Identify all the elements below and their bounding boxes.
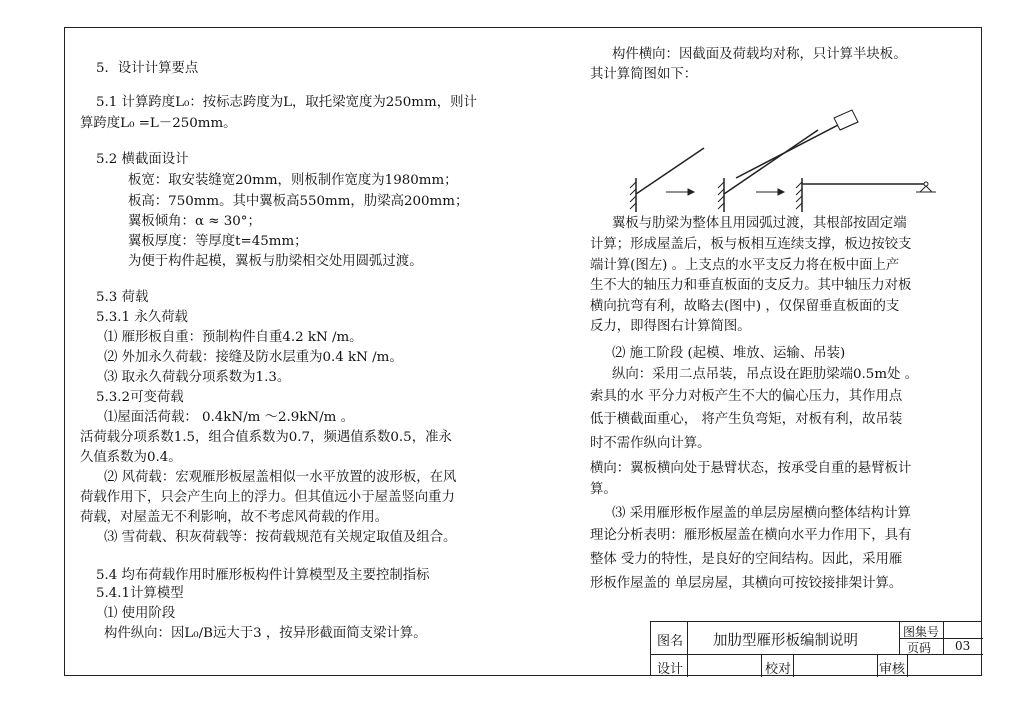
text-line: 形板作屋盖的 单层房屋，其横向可按铰接排架计算。 xyxy=(590,576,903,591)
text-line: ⑵ 风荷载：宏观雁形板屋盖相似一水平放置的波形板，在风 xyxy=(104,470,457,485)
text-line: 算跨度L₀ =L－250mm。 xyxy=(80,116,237,131)
section-5-4-heading: 5.4 均布荷载作用时雁形板构件计算模型及主要控制指标 xyxy=(96,568,430,583)
atlas-number-label: 图集号 xyxy=(903,625,940,639)
text-line: 其计算简图如下： xyxy=(590,67,698,82)
text-line: 横向抗弯有利，故略去(图中) ，仅保留垂直板面的支 xyxy=(590,299,900,314)
section-5-2-heading: 5.2 横截面设计 xyxy=(96,152,189,167)
text-line: 活荷载分项系数1.5，组合值系数为0.7，频遇值系数0.5，准永 xyxy=(80,430,452,445)
calculation-sketch-diagram xyxy=(626,108,952,212)
text-line: 荷载作用下，只会产生向上的浮力。但其值远小于屋盖竖向重力 xyxy=(80,490,455,505)
page-number-value: 03 xyxy=(955,639,971,653)
text-line: 荷载，对屋盖无不利影响，故不考虑风荷载的作用。 xyxy=(80,510,388,525)
text-line: ⑶ 取永久荷载分项系数为1.3。 xyxy=(104,370,291,385)
drawing-title: 加肋型雁形板编制说明 xyxy=(713,633,858,649)
text-line: 纵向：采用二点吊装，吊点设在距肋梁端0.5m处 。 xyxy=(612,367,919,382)
text-line: 为便于构件起模，翼板与肋梁相交处用圆弧过渡。 xyxy=(128,254,423,269)
text-line: 计算；形成屋盖后，板与板相互连续支撑，板边按铰支 xyxy=(590,237,912,252)
text-line: 横向：翼板横向处于悬臂状态，按承受自重的悬臂板计 xyxy=(590,461,912,476)
title-block xyxy=(650,621,982,676)
text-line: 翼板与肋梁为整体且用园弧过渡，其根部按固定端 xyxy=(612,216,907,231)
text-line: 理论分析表明：雁形板屋盖在横向水平力作用下，具有 xyxy=(590,528,912,543)
design-label: 设计 xyxy=(657,662,684,677)
page-number-label: 页码 xyxy=(907,641,932,655)
text-line: 索具的水 平分力对板产生不大的偏心压力，其作用点 xyxy=(590,389,903,404)
text-line: ⑵ 外加永久荷载：接缝及防水层重为0.4 kN /m。 xyxy=(104,350,403,365)
text-line: 翼板厚度：等厚度t=45mm； xyxy=(128,234,308,249)
text-line: 构件纵向：因L₀/B远大于3 ，按异形截面简支梁计算。 xyxy=(104,626,427,641)
text-line: 端计算(图左) 。上支点的水平支反力将在板中面上产 xyxy=(590,258,900,273)
check-label: 校对 xyxy=(765,662,792,677)
text-line: 久值系数为0.4。 xyxy=(80,450,182,465)
text-line: 构件横向：因截面及荷载均对称，只计算半块板。 xyxy=(612,47,907,62)
text-line: ⑴ 使用阶段 xyxy=(104,606,176,621)
text-line: 时不需作纵向计算。 xyxy=(590,436,711,451)
text-line: ⑶ 采用雁形板作屋盖的单层房屋横向整体结构计算 xyxy=(612,506,911,521)
text-line: 5.1 计算跨度L₀：按标志跨度为L，取托梁宽度为250mm，则计 xyxy=(96,95,477,110)
text-line: 低于横截面重心， 将产生负弯矩，对板有利，故吊装 xyxy=(590,412,903,427)
text-line: 反力，即得图右计算简图。 xyxy=(590,319,751,334)
section-5-3-2-heading: 5.3.2可变荷载 xyxy=(96,390,184,405)
text-line: 翼板倾角：α ≈ 30°； xyxy=(128,214,261,229)
text-line: 板宽：取安装缝宽20mm，则板制作宽度为1980mm； xyxy=(128,173,458,188)
text-line: 算。 xyxy=(590,482,617,497)
text-line: 生不大的轴压力和垂直板面的支反力。其中轴压力对板 xyxy=(590,278,912,293)
text-line: ⑴屋面活荷载： 0.4kN/m ～2.9kN/m 。 xyxy=(104,410,354,425)
text-line: 板高：750mm。其中翼板高550mm，肋梁高200mm； xyxy=(128,194,469,209)
section-5-heading: 5．设计计算要点 xyxy=(96,61,199,76)
section-5-3-heading: 5.3 荷载 xyxy=(96,290,149,305)
text-line: ⑶ 雪荷载、积灰荷载等：按荷载规范有关规定取值及组合。 xyxy=(104,530,457,545)
text-line: ⑵ 施工阶段 (起模、堆放、运输、吊装) xyxy=(612,346,846,361)
text-line: 整体 受力的特性，是良好的空间结构。因此，采用雁 xyxy=(590,552,903,567)
section-5-3-1-heading: 5.3.1 永久荷载 xyxy=(96,310,188,325)
review-label: 审核 xyxy=(879,662,906,677)
section-5-4-1-heading: 5.4.1计算模型 xyxy=(96,586,184,601)
title-block-name-label: 图名 xyxy=(657,634,684,649)
text-line: ⑴ 雁形板自重：预制构件自重4.2 kN /m。 xyxy=(104,330,363,345)
